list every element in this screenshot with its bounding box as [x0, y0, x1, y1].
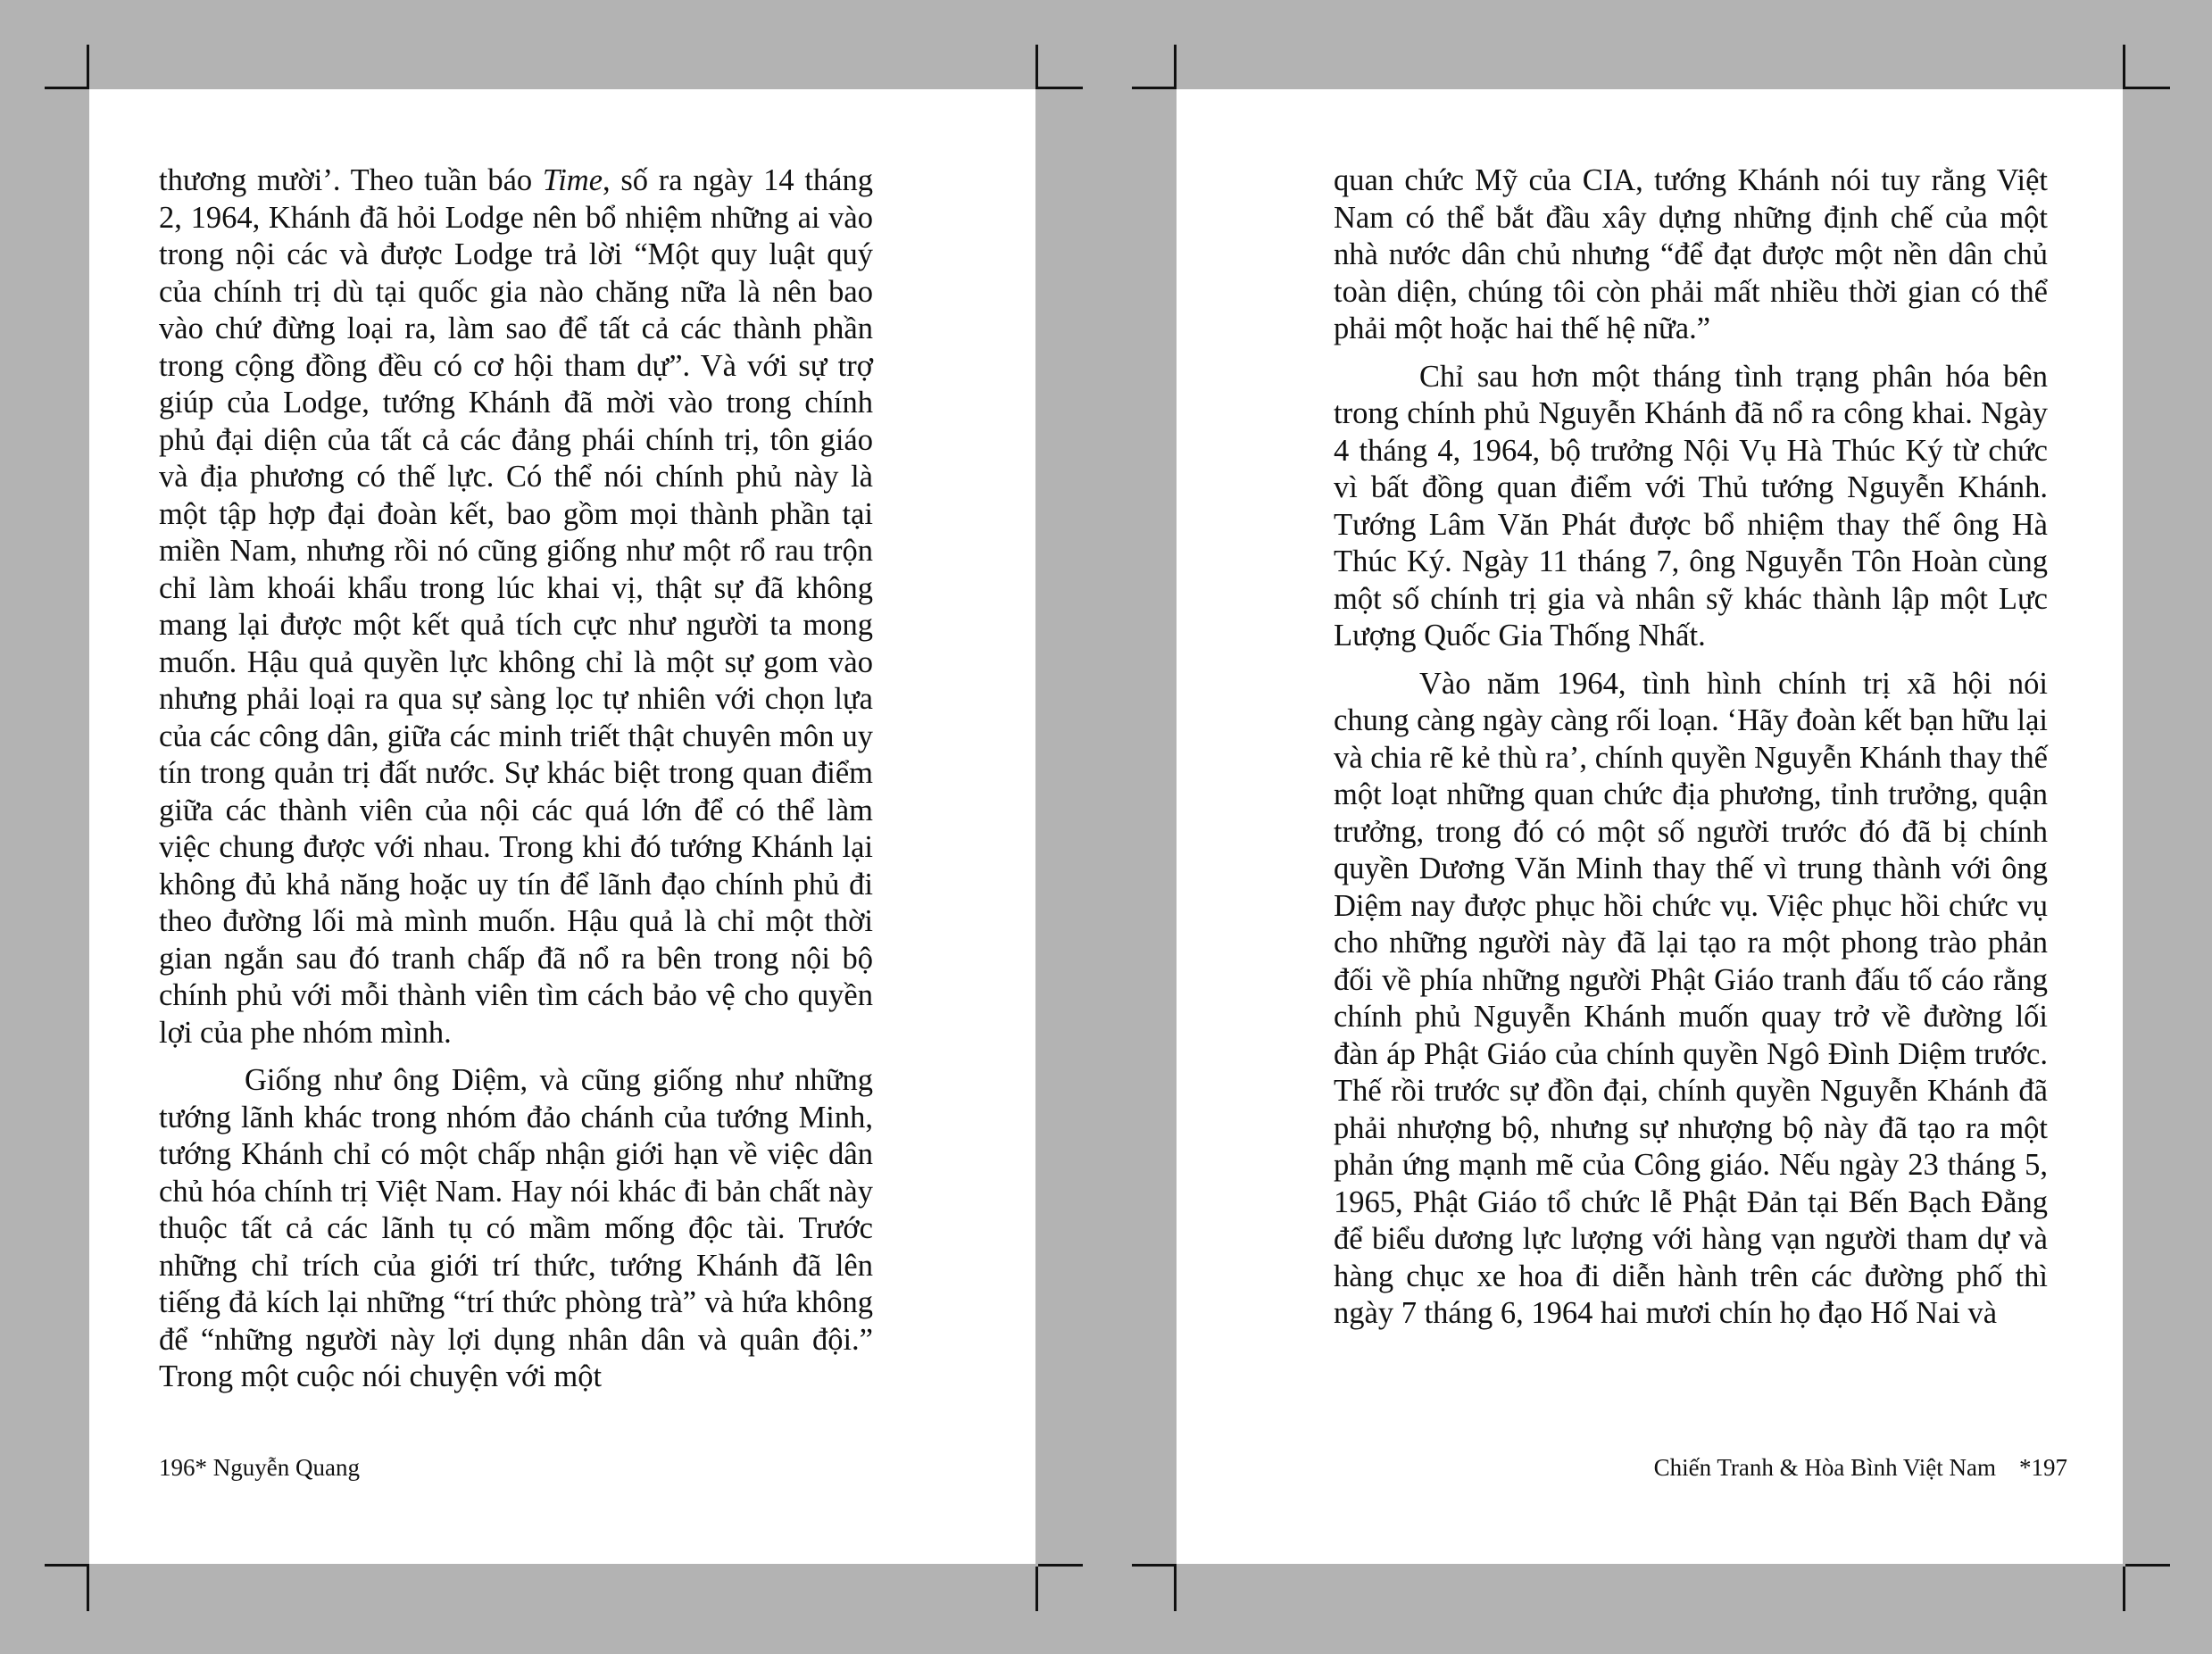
crop-mark — [45, 1564, 89, 1567]
left-page — [89, 89, 1035, 1564]
crop-mark — [87, 45, 89, 89]
right-page-body — [1334, 162, 2048, 1333]
left-page-footer: 196* Nguyễn Quang — [159, 1454, 360, 1481]
crop-mark — [2123, 45, 2125, 89]
crop-mark — [1035, 1567, 1038, 1611]
book-title: Chiến Tranh & Hòa Bình Việt Nam — [1653, 1454, 1996, 1481]
crop-mark — [1132, 1564, 1177, 1567]
right-page — [1177, 89, 2123, 1564]
crop-mark — [1038, 1564, 1083, 1567]
right-paragraph-2: Chỉ sau hơn một tháng tình trạng phân hóa bên trong chính phủ Nguyễn Khánh đã nổ ra công khai. Ngày 4 tháng 4, 1964, bộ trưởng Nội Vụ Hà Thúc Ký từ chức vì bất đồng quan điểm với Thủ tướng Nguyễn Khánh. Tướng Lâm Văn Phát được bổ nhiệm thay thế ông Hà Thúc Ký. Ngày 11 tháng 7, ông Nguyễn Tôn Hoàn cùng một số chính trị gia và nhân sỹ khác thành lập một Lực Lượng Quốc Gia Thống Nhất. — [1334, 359, 2048, 652]
crop-mark — [1035, 45, 1038, 89]
crop-mark — [1038, 87, 1083, 89]
magazine-title: Time — [542, 163, 603, 197]
crop-mark — [1174, 45, 1177, 89]
page-number: *197 — [2019, 1454, 2067, 1481]
right-paragraph-1: quan chức Mỹ của CIA, tướng Khánh nói tuy rằng Việt Nam có thể bắt đầu xây dựng những định chế của một nhà nước dân chủ nhưng “để đạt được một nền dân chủ toàn diện, chúng tôi còn phải mất nhiều thời gian có thể phải một hoặc hai thế hệ nữa.” — [1334, 163, 2048, 345]
crop-mark — [2125, 87, 2170, 89]
left-paragraph-2: Giống như ông Diệm, và cũng giống như những tướng lãnh khác trong nhóm đảo chánh của tướng Minh, tướng Khánh chỉ có một chấp nhận giới hạn về việc dân chủ hóa chính trị Việt Nam. Hay nói khác đi bản chất này thuộc tất cả các lãnh tụ có mầm mống độc tài. Trước những chỉ trích của giới trí thức, tướng Khánh đã lên tiếng đả kích lại những “trí thức phòng trà” và hứa không để “những người này lợi dụng nhân dân và quân đội.” Trong một cuộc nói chuyện với một — [159, 1063, 873, 1393]
crop-mark — [45, 87, 89, 89]
left-paragraph-1: thương mười’. Theo tuần báo Time, số ra ngày 14 tháng 2, 1964, Khánh đã hỏi Lodge nên bổ nhiệm những ai vào trong nội các và được Lodge trả lời “Một quy luật quý của chính trị dù tại quốc gia nào chăng nữa là nên bao vào chứ đừng loại ra, làm sao để tất cả các thành phần trong cộng đồng đều có cơ hội tham dự”. Và với sự trợ giúp của Lodge, tướng Khánh đã mời vào trong chính phủ đại diện của tất cả các đảng phái chính trị, tôn giáo và địa phương có thế lực. Có thể nói chính phủ này là một tập hợp đại đoàn kết, bao gồm mọi thành phần tại miền Nam, nhưng rồi nó cũng giống như một rổ rau trộn chỉ làm khoái khẩu trong lúc khai vị, thật sự đã không mang lại được một kết quả tích cực như người ta mong muốn. Hậu quả quyền lực không chỉ là một sự gom vào nhưng phải loại ra qua sự sàng lọc tự nhiên với chọn lựa của các công dân, giữa các minh triết thật chuyên môn uy tín trong quản trị đất nước. Sự khác biệt trong quan điểm giữa các thành viên của nội các quá lớn để có thể làm việc chung được với nhau. Trong khi đó tướng Khánh lại không đủ khả năng hoặc uy tín để lãnh đạo chính phủ đi theo đường lối mà mình muốn. Hậu quả là chỉ một thời gian ngắn sau đó tranh chấp đã nổ ra bên trong nội bộ chính phủ với mỗi thành viên tìm cách bảo vệ cho quyền lợi của phe nhóm mình. — [159, 163, 873, 1050]
crop-mark — [87, 1567, 89, 1611]
crop-mark — [2123, 1567, 2125, 1611]
crop-mark — [1132, 87, 1177, 89]
right-paragraph-3: Vào năm 1964, tình hình chính trị xã hội nói chung càng ngày càng rối loạn. ‘Hãy đoàn kết bạn hữu lại và chia rẽ kẻ thù ra’, chính quyền Nguyễn Khánh thay thế một loạt những quan chức địa phương, tỉnh trưởng, quận trưởng, trong đó có một số người trước đó đã bị chính quyền Dương Văn Minh thay thế vì trung thành với ông Diệm nay được phục hồi chức vụ. Việc phục hồi chức vụ cho những người này đã lại tạo ra một phong trào phản đối về phía những người Phật Giáo tranh đấu tố cáo rằng chính phủ Nguyễn Khánh muốn quay trở về đường lối đàn áp Phật Giáo của chính quyền Ngô Đình Diệm trước. Thế rồi trước sự đồn đại, chính quyền Nguyễn Khánh đã phải nhượng bộ, nhưng sự nhượng bộ này đã tạo ra một phản ứng mạnh mẽ của Công giáo. Nếu ngày 23 tháng 5, 1965, Phật Giáo tổ chức lễ Phật Đản tại Bến Bạch Đằng để biểu dương lực lượng với hàng vạn người tham dự và hàng chục xe hoa đi diễn hành trên các đường phố thì ngày 7 tháng 6, 1964 hai mươi chín họ đạo Hố Nai và — [1334, 666, 2048, 1330]
crop-mark — [1174, 1567, 1177, 1611]
right-page-footer — [1654, 1453, 2067, 1482]
left-page-body — [159, 162, 873, 1396]
crop-mark — [2125, 1564, 2170, 1567]
